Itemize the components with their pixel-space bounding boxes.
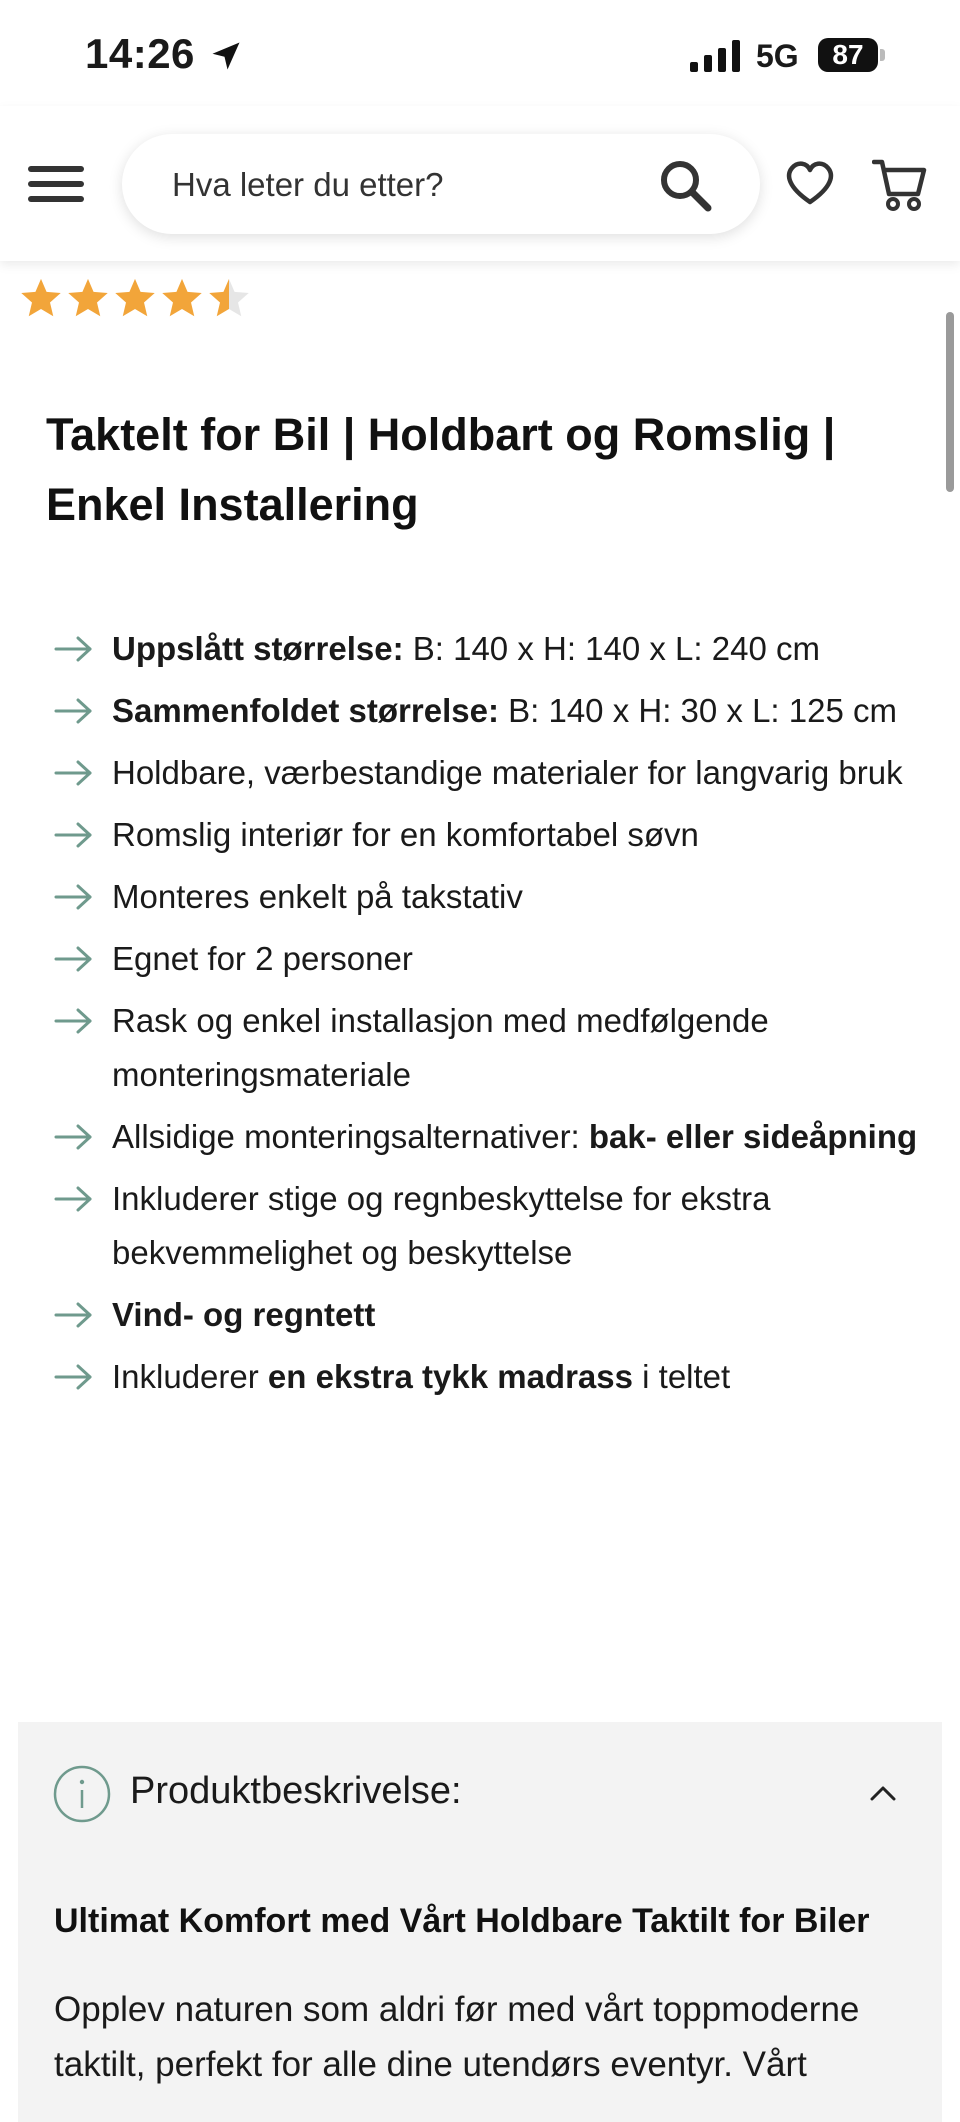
feature-item	[52, 622, 932, 676]
search-icon[interactable]	[658, 158, 712, 212]
feature-item	[52, 684, 932, 738]
status-bar	[0, 0, 960, 105]
scrollbar-thumb[interactable]	[946, 312, 954, 492]
feature-text: Inkluderer stige og regnbeskyttelse for ekstra bekvemmelighet og beskyttelse	[112, 1180, 771, 1271]
description-heading: Ultimat Komfort med Vårt Holdbare Taktilt for Biler	[54, 1902, 870, 1940]
battery-icon	[818, 38, 878, 72]
arrow-right-icon	[54, 760, 94, 786]
location-arrow-icon	[208, 38, 244, 74]
feature-bold: Vind- og regntett	[112, 1296, 376, 1333]
feature-text: Romslig interiør for en komfortabel søvn	[112, 816, 699, 853]
feature-text: B: 140 x H: 30 x L: 125 cm	[498, 692, 897, 729]
info-icon	[52, 1764, 112, 1824]
signal-bars-icon	[690, 40, 744, 72]
feature-text: Allsidige monteringsalternativer:	[112, 1118, 589, 1155]
feature-text-after: i teltet	[632, 1358, 731, 1395]
feature-item	[52, 1350, 932, 1404]
feature-text: Rask og enkel installasjon med medfølgende monteringsmateriale	[112, 1002, 769, 1093]
star-icon	[18, 276, 64, 322]
site-header	[0, 106, 960, 261]
arrow-right-icon	[54, 698, 94, 724]
feature-bold: Sammenfoldet størrelse:	[112, 692, 499, 729]
feature-item	[52, 746, 932, 800]
feature-text: Inkluderer	[112, 1358, 268, 1395]
arrow-right-icon	[54, 1008, 94, 1034]
heart-icon[interactable]	[784, 158, 836, 206]
cart-icon[interactable]	[872, 156, 928, 212]
star-rating	[18, 276, 253, 326]
arrow-right-icon	[54, 946, 94, 972]
arrow-right-icon	[54, 884, 94, 910]
feature-item	[52, 1172, 932, 1280]
hamburger-menu-icon[interactable]	[28, 164, 84, 204]
description-toggle-label[interactable]: Produktbeskrivelse:	[130, 1770, 462, 1812]
arrow-right-icon	[54, 1302, 94, 1328]
arrow-right-icon	[54, 636, 94, 662]
feature-text: Egnet for 2 personer	[112, 940, 413, 977]
feature-item	[52, 994, 932, 1102]
arrow-right-icon	[54, 1124, 94, 1150]
feature-text: Holdbare, værbestandige materialer for langvarig bruk	[112, 754, 903, 791]
star-icon	[65, 276, 111, 322]
star-icon	[112, 276, 158, 322]
feature-bold: Uppslått størrelse:	[112, 630, 404, 667]
feature-item	[52, 932, 932, 986]
battery-tip	[880, 49, 885, 61]
feature-text: B: 140 x H: 140 x L: 240 cm	[403, 630, 820, 667]
feature-item	[52, 870, 932, 924]
arrow-right-icon	[54, 822, 94, 848]
chevron-up-icon[interactable]	[868, 1782, 898, 1804]
feature-text: Monteres enkelt på takstativ	[112, 878, 523, 915]
product-description-panel	[18, 1722, 942, 2122]
feature-bold-end: bak- eller sideåpning	[588, 1118, 918, 1155]
feature-bold-mid: en ekstra tykk madrass	[267, 1358, 633, 1395]
search-input[interactable]	[170, 134, 644, 236]
arrow-right-icon	[54, 1186, 94, 1212]
feature-item	[52, 1288, 932, 1342]
feature-item	[52, 808, 932, 862]
network-label: 5G	[756, 38, 799, 74]
arrow-right-icon	[54, 1364, 94, 1390]
star-icon	[206, 276, 252, 322]
feature-item	[52, 1110, 932, 1164]
star-icon	[159, 276, 205, 322]
feature-list	[52, 622, 932, 1412]
description-body: Opplev naturen som aldri før med vårt toppmoderne taktilt, perfekt for alle dine utendørs eventyr. Vårt	[54, 1990, 860, 2084]
status-time: 14:26	[85, 30, 195, 77]
product-title: Taktelt for Bil | Holdbart og Romslig | Enkel Installering	[46, 409, 836, 530]
search-box[interactable]	[122, 134, 760, 234]
battery-level: 87	[832, 39, 864, 70]
